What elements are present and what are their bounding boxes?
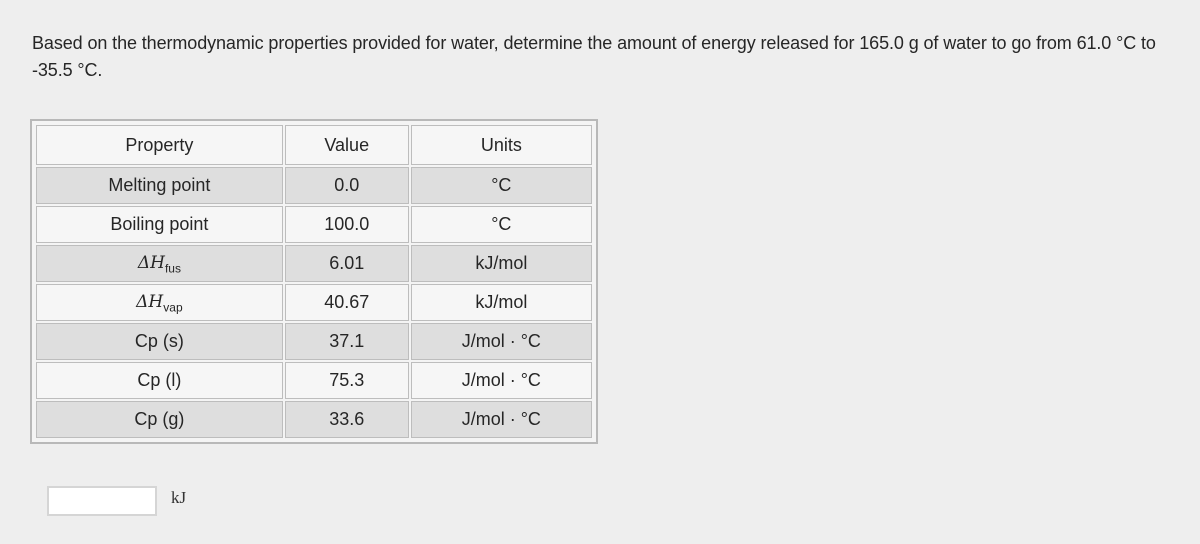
property-cell: Melting point	[36, 167, 283, 204]
table-row	[36, 206, 592, 243]
table-row	[36, 362, 592, 399]
question-text: Based on the thermodynamic properties provided for water, determine the amount of energy released for 165.0 g of water to go from 61.0 °C to -35.5 °C.	[32, 33, 1156, 80]
table-row	[36, 323, 592, 360]
table-row	[36, 284, 592, 321]
value-cell: 0.0	[285, 167, 409, 204]
value-cell: 33.6	[285, 401, 409, 438]
property-cell: Cp (g)	[36, 401, 283, 438]
units-cell: J/mol · °C	[411, 323, 592, 360]
column-header-property: Property	[36, 125, 283, 165]
column-header-value: Value	[285, 125, 409, 165]
units-cell: J/mol · °C	[411, 401, 592, 438]
value-cell: 37.1	[285, 323, 409, 360]
value-cell: 75.3	[285, 362, 409, 399]
property-cell: Boiling point	[36, 206, 283, 243]
property-cell: Cp (s)	[36, 323, 283, 360]
value-cell: 40.67	[285, 284, 409, 321]
delta-h-vap-symbol: $\Delta H_{vap}$	[136, 291, 183, 315]
properties-table	[30, 119, 598, 444]
table-row	[36, 245, 592, 282]
answer-unit-label: kJ	[171, 488, 187, 507]
table-row	[36, 167, 592, 204]
property-cell: Cp (l)	[36, 362, 283, 399]
column-header-units: Units	[411, 125, 592, 165]
delta-h-fus-symbol: $\Delta H_{fus}$	[137, 252, 181, 276]
units-cell: °C	[411, 206, 592, 243]
table-header-row	[36, 125, 592, 165]
value-cell: 6.01	[285, 245, 409, 282]
property-cell	[36, 245, 283, 282]
table-row	[36, 401, 592, 438]
units-cell: kJ/mol	[411, 284, 592, 321]
property-cell	[36, 284, 283, 321]
units-cell: kJ/mol	[411, 245, 592, 282]
units-cell: J/mol · °C	[411, 362, 592, 399]
answer-input[interactable]	[47, 486, 157, 516]
value-cell: 100.0	[285, 206, 409, 243]
units-cell: °C	[411, 167, 592, 204]
